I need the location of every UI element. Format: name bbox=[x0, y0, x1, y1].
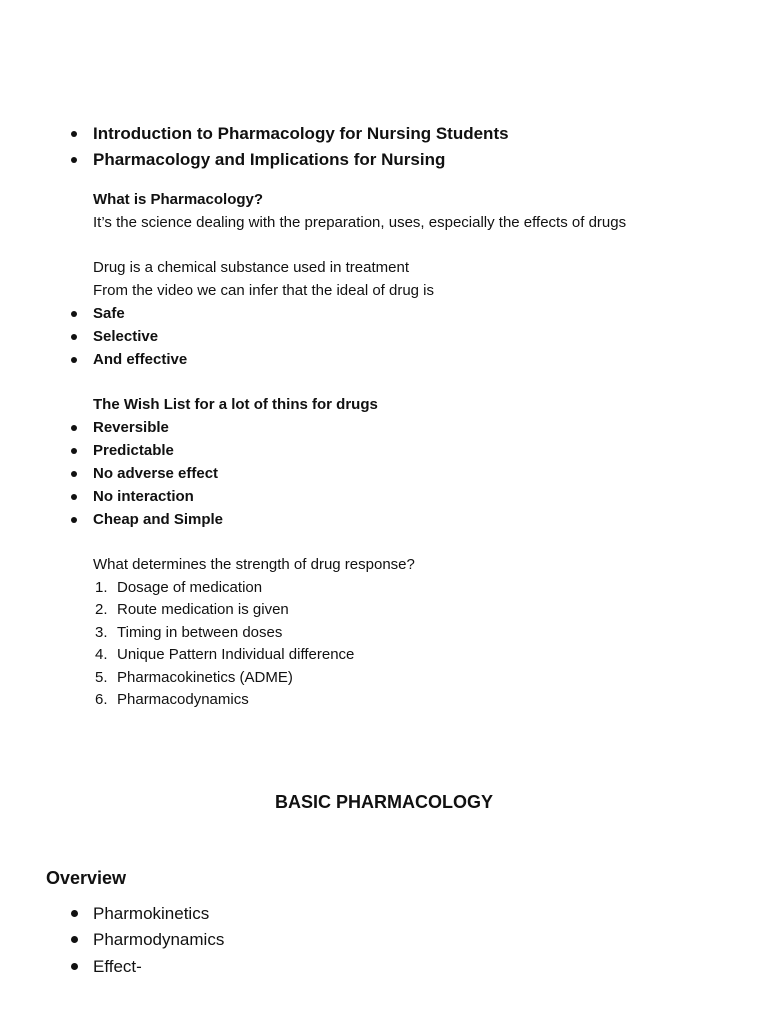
ideal-item: And effective bbox=[93, 351, 188, 368]
bullet-icon bbox=[71, 131, 77, 137]
overview-item: Effect- bbox=[93, 957, 142, 976]
bullet-icon bbox=[71, 334, 77, 340]
numbered-item: Pharmacodynamics bbox=[117, 691, 249, 708]
paragraph-text: From the video we can infer that the ideal of drug is bbox=[93, 282, 435, 299]
wish-item: Predictable bbox=[93, 442, 174, 459]
list-number: 2. bbox=[95, 601, 108, 618]
section-heading: The Wish List for a lot of thins for drugs bbox=[93, 396, 378, 413]
numbered-item: Dosage of medication bbox=[117, 579, 263, 596]
bullet-icon bbox=[71, 471, 77, 477]
bullet-icon bbox=[71, 357, 77, 363]
section-heading: What is Pharmacology? bbox=[93, 191, 264, 208]
ideal-item: Safe bbox=[93, 305, 125, 322]
bullet-icon bbox=[71, 936, 78, 943]
overview-item: Pharmokinetics bbox=[93, 904, 210, 923]
intro-item: Introduction to Pharmacology for Nursing Students bbox=[93, 124, 509, 143]
bullet-icon bbox=[71, 910, 78, 917]
bullet-icon bbox=[71, 311, 77, 317]
bullet-icon bbox=[71, 963, 78, 970]
list-number: 6. bbox=[95, 691, 108, 708]
numbered-item: Route medication is given bbox=[117, 601, 289, 618]
wish-item: No interaction bbox=[93, 488, 194, 505]
intro-item: Pharmacology and Implications for Nursing bbox=[93, 150, 446, 169]
list-number: 4. bbox=[95, 646, 108, 663]
list-number: 3. bbox=[95, 624, 108, 641]
overview-item: Pharmodynamics bbox=[93, 930, 225, 949]
bullet-icon bbox=[71, 157, 77, 163]
bullet-icon bbox=[71, 448, 77, 454]
wish-item: Reversible bbox=[93, 419, 169, 436]
paragraph-text: Drug is a chemical substance used in treatment bbox=[93, 259, 409, 276]
wish-item: No adverse effect bbox=[93, 465, 219, 482]
numbered-item: Timing in between doses bbox=[117, 624, 283, 641]
numbered-item: Pharmacokinetics (ADME) bbox=[117, 669, 293, 686]
numbered-item: Unique Pattern Individual difference bbox=[117, 646, 355, 663]
bullet-icon bbox=[71, 494, 77, 500]
overview-heading: Overview bbox=[46, 868, 127, 888]
bullet-icon bbox=[71, 425, 77, 431]
page-title: BASIC PHARMACOLOGY bbox=[274, 792, 493, 812]
list-number: 1. bbox=[95, 579, 108, 596]
definition-text: It’s the science dealing with the preparation, uses, especially the effects of drugs bbox=[93, 214, 627, 231]
ideal-item: Selective bbox=[93, 328, 159, 345]
question-text: What determines the strength of drug response? bbox=[93, 556, 415, 573]
bullet-icon bbox=[71, 517, 77, 523]
wish-item: Cheap and Simple bbox=[93, 511, 224, 528]
list-number: 5. bbox=[95, 669, 108, 686]
